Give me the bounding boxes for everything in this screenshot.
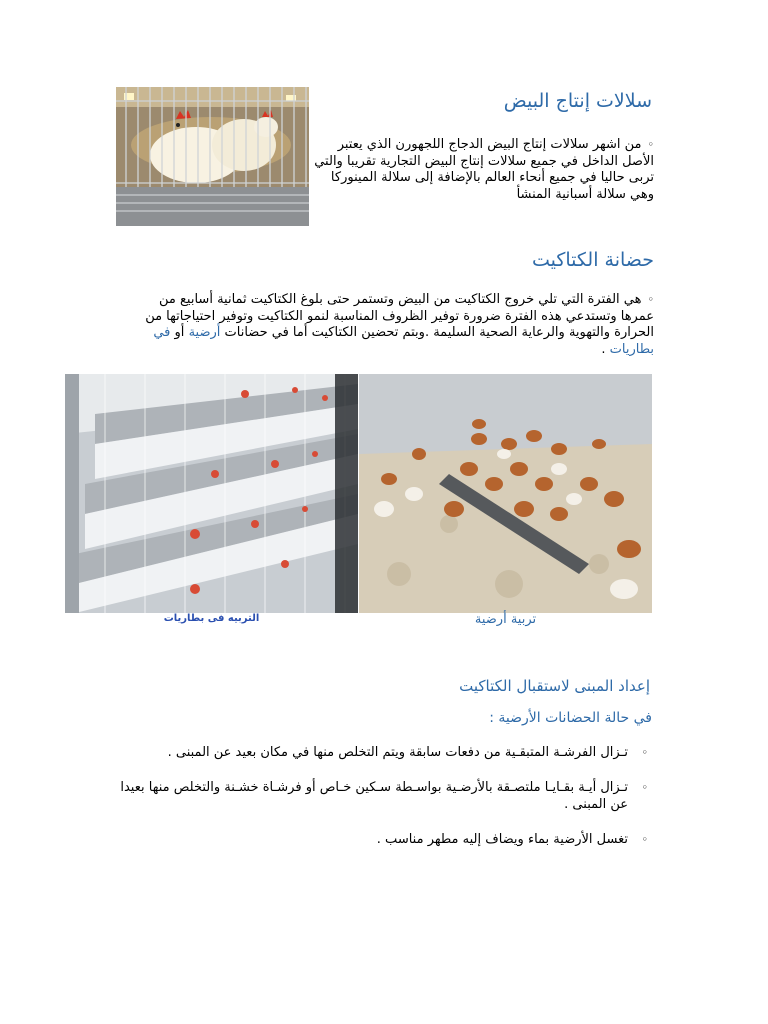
brooding-text: هي الفترة التي تلي خروج الكتاكيت من البيض وتستمر حتى بلوغ الكتاكيت ثمانية أسابيع من عمرها وتستدعي هذه الفترة ضرورة توفير الظروف المناسبة لنمو الكتاكيت وتوفير احتياجاتها من الحرارة والتهوية والرعاية الصحية السليمة .وبتم تحضين الكتاكيت أما في حضانات — [145, 292, 654, 340]
list-item: ◦ تـزال أيـة بقـايـا ملتصـقة بالأرضـية بواسـطة سـكين خـاص أو فرشـاة خشـنة والتخلص منها بعيدا عن المبنى . — [120, 780, 648, 812]
caption-floor-rearing: تربية أرضية — [474, 612, 537, 627]
bullet-icon: ◦ — [641, 781, 648, 794]
link-floor-brooders[interactable]: أرضية — [188, 325, 221, 340]
bullet-icon: ◦ — [641, 746, 648, 759]
battery-cages-photo — [65, 374, 358, 613]
brooding-end: . — [601, 341, 606, 357]
list-item: ◦ تغسل الأرضية بماء ويضاف إليه مطهر مناسب . — [376, 832, 648, 847]
bullet-icon: ◦ — [647, 138, 654, 151]
section-title-brooding: حضانة الكتاكيت — [531, 249, 654, 271]
caption-battery-rearing: التربيه فى بطاريات — [163, 613, 260, 624]
bullet-icon: ◦ — [647, 293, 654, 306]
list-item: ◦ تـزال الفرشـة المتبقـية من دفعات سابقة ويتم التخلص منها في مكان بعيد عن المبنى . — [167, 745, 648, 760]
egg-breeds-paragraph — [309, 137, 654, 203]
egg-breeds-text: من اشهر سلالات إنتاج البيض الدجاج اللجهورن الذي يعتبر الأصل الداخل في جميع سلالات إنتاج البيض التجارية تقريبا والتي تربى حاليا في جميع أنحاء العالم بالإضافة إلى سلالة المينوركا وهي سلالة أسبانية المنشأ — [314, 137, 654, 202]
link-battery-brooders[interactable]: في بطاريات — [153, 325, 654, 357]
connector-text: أو — [174, 325, 185, 340]
section-heading-building-prep: إعداد المبنى لاستقبال الكتاكيت — [459, 677, 650, 695]
floor-rearing-photo — [359, 374, 652, 613]
hen-cage-photo — [116, 87, 309, 226]
section-title-egg-breeds: سلالات إنتاج البيض — [503, 90, 652, 112]
brooding-paragraph — [144, 292, 654, 358]
subheading-floor-brooders: في حالة الحضانات الأرضية : — [489, 710, 652, 726]
bullet-icon: ◦ — [641, 833, 648, 846]
preparation-list — [112, 744, 652, 866]
